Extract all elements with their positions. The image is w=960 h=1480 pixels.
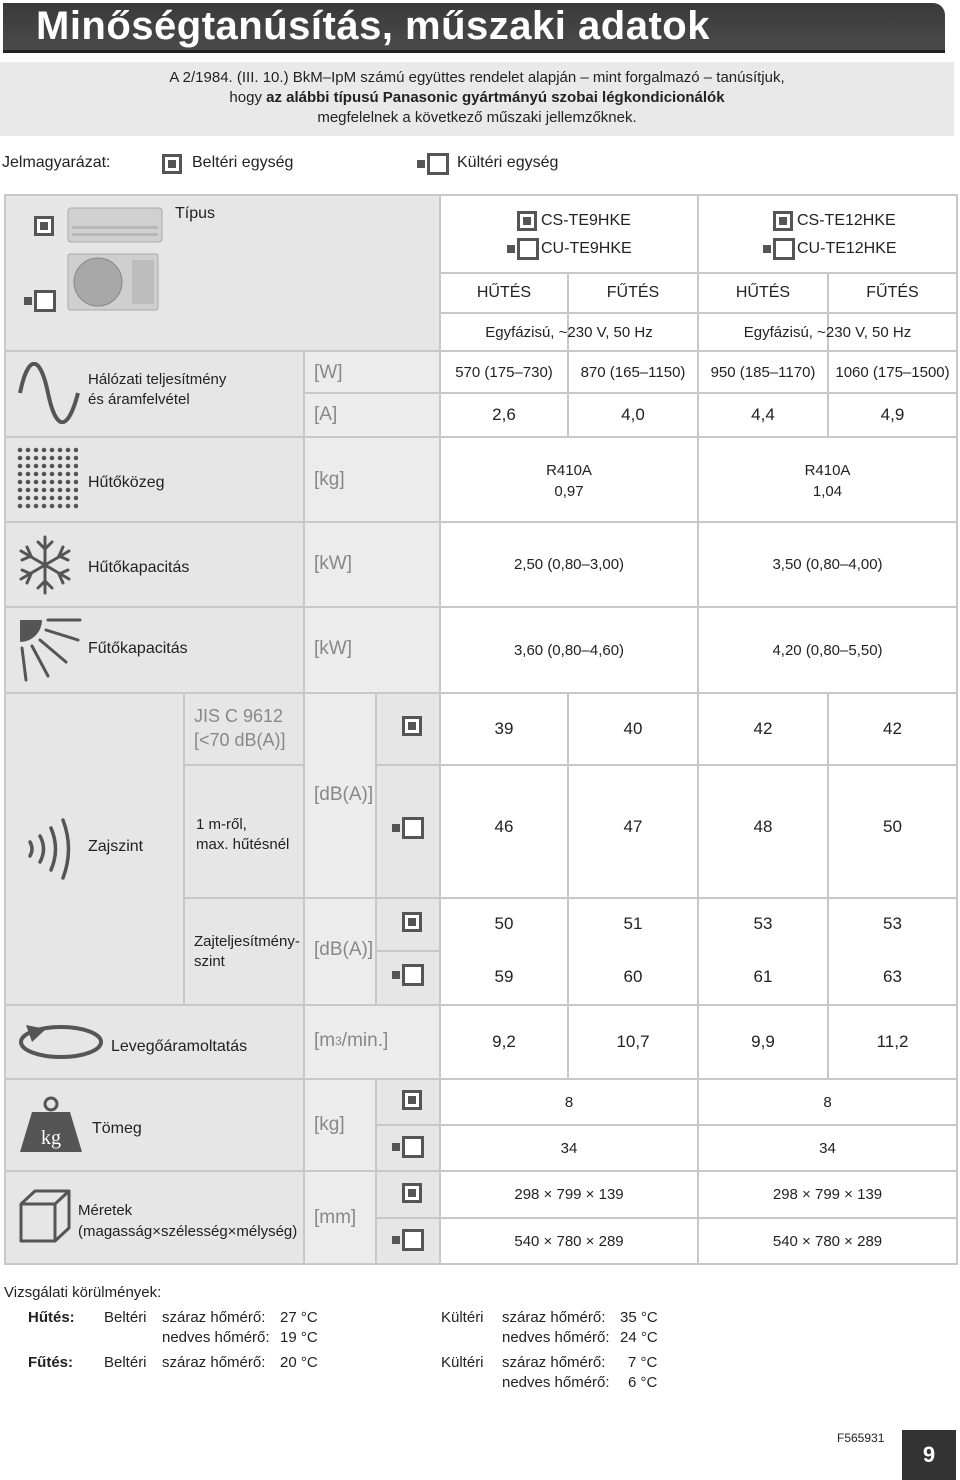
noise-power-indoor-2: 51 xyxy=(623,914,643,933)
noise-indoor-3: 42 xyxy=(753,719,773,738)
noise-power-outdoor-2: 60 xyxy=(623,967,643,986)
unit-kw: [kW] xyxy=(314,638,352,659)
noise-power-label-line2: szint xyxy=(194,953,225,970)
noise-condition xyxy=(196,815,289,855)
refrigerant-type-2: R410A xyxy=(804,462,851,479)
dimensions-indoor-1: 298 × 799 × 139 xyxy=(514,1186,624,1203)
model1-outdoor: CU-TE9HKE xyxy=(541,240,632,257)
indoor-unit-icon xyxy=(34,216,54,236)
jis-standard xyxy=(194,704,286,752)
indoor-unit-icon xyxy=(402,716,422,736)
outdoor-unit-icon xyxy=(773,238,795,260)
heat-outdoor-wet: 6 °C xyxy=(628,1374,658,1391)
document-code: F565931 xyxy=(837,1431,885,1445)
page-title: Minőségtanúsítás, műszaki adatok xyxy=(36,4,710,48)
airflow-4: 11,2 xyxy=(876,1032,909,1051)
jis-standard-name: JIS C 9612 xyxy=(194,706,284,726)
noise-indoor-4: 42 xyxy=(883,719,902,738)
weight-kg-icon xyxy=(18,1096,84,1154)
grid-line xyxy=(4,194,958,196)
unit-kw: [kW] xyxy=(314,553,352,574)
cool-outdoor-wet: 24 °C xyxy=(620,1329,658,1346)
unit-kg: [kg] xyxy=(314,1114,345,1135)
cooling-capacity-label: Hűtőkapacitás xyxy=(88,559,190,576)
mode-cooling-1: HŰTÉS xyxy=(476,284,532,301)
noise-power-outdoor-4: 63 xyxy=(883,967,902,986)
power-label xyxy=(88,370,226,410)
legend-label: Jelmagyarázat: xyxy=(2,154,111,171)
weight-outdoor-2: 34 xyxy=(819,1139,836,1157)
outdoor-unit-icon xyxy=(517,238,539,260)
grid-line xyxy=(183,692,185,1004)
dimensions-outdoor-1: 540 × 780 × 289 xyxy=(514,1232,624,1250)
noise-outdoor-2: 47 xyxy=(623,816,643,836)
conditions-wet-bulb: nedves hőmérő: xyxy=(502,1329,610,1346)
indoor-unit-icon xyxy=(517,211,537,231)
conditions-wet-bulb: nedves hőmérő: xyxy=(502,1374,610,1391)
conditions-cooling-indoor: Beltéri xyxy=(104,1309,147,1326)
noise-power-indoor-3: 53 xyxy=(753,914,773,933)
power-watt-2: 870 (165–1150) xyxy=(580,363,686,381)
outdoor-unit-icon xyxy=(427,153,449,175)
grid-line xyxy=(4,194,6,1265)
refrigerant-amount-1: 0,97 xyxy=(554,483,584,500)
grid-line xyxy=(375,1078,377,1264)
airflow-3: 9,9 xyxy=(751,1032,775,1051)
refrigerant-1 xyxy=(441,460,697,502)
noise-outdoor-3: 48 xyxy=(753,816,773,836)
conditions-heating-outdoor: Kültéri xyxy=(441,1354,484,1371)
conditions-cooling-label: Hűtés: xyxy=(28,1309,75,1326)
noise-power-label-line1: Zajteljesítmény- xyxy=(194,933,300,950)
power-supply-1: Egyfázisú, ~230 V, 50 Hz xyxy=(485,323,653,341)
intro-line1: A 2/1984. (III. 10.) BkM–IpM számú együttes rendelet alapján – mint forgalmazó – tanúsítjuk, xyxy=(169,69,785,86)
unit-m3-min-pre: [m xyxy=(314,1030,336,1051)
jis-standard-limit: [<70 dB(A)] xyxy=(194,730,286,750)
weight-indoor-2: 8 xyxy=(823,1093,832,1111)
power-label-line2: és áramfelvétel xyxy=(88,391,190,408)
conditions-dry-bulb: száraz hőmérő: xyxy=(502,1354,606,1371)
legend-outdoor: Kültéri egység xyxy=(457,154,559,171)
conditions-dry-bulb: száraz hőmérő: xyxy=(502,1309,606,1326)
unit-m3-min-sup: 3 xyxy=(335,1034,342,1048)
unit-m3-min-post: /min.] xyxy=(341,1030,389,1051)
noise-icon-bg xyxy=(376,692,440,1004)
conditions-title: Vizsgálati körülmények: xyxy=(4,1284,162,1301)
current-4: 4,9 xyxy=(880,405,905,424)
noise-outdoor-1: 46 xyxy=(494,816,514,836)
unit-ampere: [A] xyxy=(314,404,338,425)
grid-line xyxy=(184,764,304,766)
grid-line xyxy=(303,692,305,1264)
ac-units-illustration-icon xyxy=(66,206,166,312)
snowflake-icon xyxy=(14,534,76,596)
dimensions-label xyxy=(78,1200,297,1242)
unit-watt: [W] xyxy=(314,362,343,383)
noise-condition-line2: max. hűtésnél xyxy=(196,836,290,853)
intro-line2-bold: az alábbi típusú Panasonic gyártmányú szobai légkondicionálók xyxy=(266,89,725,106)
intro-text xyxy=(0,62,954,136)
power-watt-1: 570 (175–730) xyxy=(455,363,553,381)
intro-line3: megfelelnek a következő műszaki jellemzőknek. xyxy=(317,109,637,126)
airflow-1: 9,2 xyxy=(492,1032,516,1051)
box-dimensions-icon xyxy=(18,1188,72,1244)
power-supply-2: Egyfázisú, ~230 V, 50 Hz xyxy=(743,323,912,341)
conditions-heating-label: Fűtés: xyxy=(28,1354,73,1371)
grid-line xyxy=(4,436,958,438)
outdoor-unit-icon xyxy=(402,964,424,986)
noise-power-indoor-1: 50 xyxy=(494,914,514,933)
cooling-capacity-1: 2,50 (0,80–3,00) xyxy=(513,556,625,573)
cool-indoor-wet: 19 °C xyxy=(280,1329,318,1346)
noise-power-outdoor-1: 59 xyxy=(494,967,514,986)
dimensions-indoor-2: 298 × 799 × 139 xyxy=(772,1186,883,1203)
conditions-cooling-outdoor: Kültéri xyxy=(441,1309,484,1326)
outdoor-unit-icon xyxy=(402,1229,424,1251)
indoor-unit-icon xyxy=(402,912,422,932)
mode-cooling-2: HŰTÉS xyxy=(735,284,791,301)
refrigerant-2 xyxy=(699,460,956,502)
weight-indoor-1: 8 xyxy=(564,1093,574,1111)
unit-dba: [dB(A)] xyxy=(314,784,374,805)
unit-dba: [dB(A)] xyxy=(314,939,374,960)
heating-capacity-2: 4,20 (0,80–5,50) xyxy=(772,641,883,659)
weight-label: Tömeg xyxy=(92,1120,142,1137)
conditions-dry-bulb: száraz hőmérő: xyxy=(162,1354,266,1371)
intro-line2-pre: hogy xyxy=(229,89,267,106)
heat-indoor-dry: 20 °C xyxy=(280,1354,318,1371)
cool-outdoor-dry: 35 °C xyxy=(620,1309,658,1326)
legend-indoor: Beltéri egység xyxy=(192,154,294,171)
heating-capacity-label: Fűtőkapacitás xyxy=(88,640,188,657)
indoor-unit-icon xyxy=(162,154,182,174)
airflow-2: 10,7 xyxy=(616,1032,650,1051)
sun-rays-icon xyxy=(16,616,82,682)
unit-m3-min xyxy=(314,1028,388,1054)
refrigerant-amount-2: 1,04 xyxy=(812,483,843,500)
refrigerant-type-1: R410A xyxy=(546,462,592,479)
conditions-wet-bulb: nedves hőmérő: xyxy=(162,1329,270,1346)
noise-power-outdoor-3: 61 xyxy=(753,967,773,986)
sine-wave-icon xyxy=(16,362,82,424)
indoor-unit-icon xyxy=(773,211,793,231)
noise-indoor-2: 40 xyxy=(623,719,643,738)
mode-heating-1: FŰTÉS xyxy=(606,284,660,301)
refrigerant-label: Hűtőközeg xyxy=(88,474,165,491)
conditions-dry-bulb: száraz hőmérő: xyxy=(162,1309,266,1326)
airflow-label: Levegőáramoltatás xyxy=(111,1038,248,1055)
noise-label: Zajszint xyxy=(88,838,144,855)
dimensions-outdoor-2: 540 × 780 × 289 xyxy=(772,1232,883,1250)
weight-kg-icon-text: kg xyxy=(41,1127,61,1149)
refrigerant-dots-icon xyxy=(16,446,78,510)
grid-line xyxy=(303,350,305,692)
outdoor-unit-icon xyxy=(34,290,56,312)
sound-waves-icon xyxy=(26,818,74,880)
heat-outdoor-dry: 7 °C xyxy=(628,1354,658,1371)
outdoor-unit-icon xyxy=(402,817,424,839)
grid-line xyxy=(375,692,377,1004)
page-number: 9 xyxy=(902,1430,956,1480)
noise-outdoor-4: 50 xyxy=(883,816,902,836)
indoor-unit-icon xyxy=(402,1183,422,1203)
current-3: 4,4 xyxy=(751,405,775,424)
intro-line2 xyxy=(0,88,954,108)
dimensions-label-line2: (magasság×szélesség×mélység) xyxy=(78,1223,298,1240)
cool-indoor-dry: 27 °C xyxy=(280,1309,318,1326)
current-2: 4,0 xyxy=(621,405,645,424)
dimensions-label-line1: Méretek xyxy=(78,1202,133,1219)
model2-outdoor: CU-TE12HKE xyxy=(797,240,897,257)
type-label: Típus xyxy=(175,205,216,222)
indoor-unit-icon xyxy=(402,1090,422,1110)
noise-power-label xyxy=(194,932,300,972)
outdoor-unit-icon xyxy=(402,1136,424,1158)
grid-line xyxy=(4,1263,958,1265)
conditions-heating-indoor: Beltéri xyxy=(104,1354,147,1371)
noise-power-indoor-4: 53 xyxy=(883,914,902,933)
power-watt-3: 950 (185–1170) xyxy=(710,363,816,381)
airflow-arrow-icon xyxy=(16,1020,106,1062)
model1-indoor: CS-TE9HKE xyxy=(541,212,631,229)
weight-outdoor-1: 34 xyxy=(560,1139,578,1157)
noise-indoor-1: 39 xyxy=(494,719,514,738)
current-1: 2,6 xyxy=(492,405,516,424)
power-watt-4: 1060 (175–1500) xyxy=(835,363,950,381)
unit-mm: [mm] xyxy=(314,1207,357,1228)
heating-capacity-1: 3,60 (0,80–4,60) xyxy=(513,641,625,659)
noise-condition-line1: 1 m-ről, xyxy=(196,816,247,833)
grid-line xyxy=(956,194,958,1265)
grid-line xyxy=(376,950,440,952)
model2-indoor: CS-TE12HKE xyxy=(797,212,896,229)
unit-kg: [kg] xyxy=(314,469,345,490)
power-label-line1: Hálózati teljesítmény xyxy=(88,371,227,388)
cooling-capacity-2: 3,50 (0,80–4,00) xyxy=(772,556,883,573)
mode-heating-2: FŰTÉS xyxy=(866,284,919,301)
